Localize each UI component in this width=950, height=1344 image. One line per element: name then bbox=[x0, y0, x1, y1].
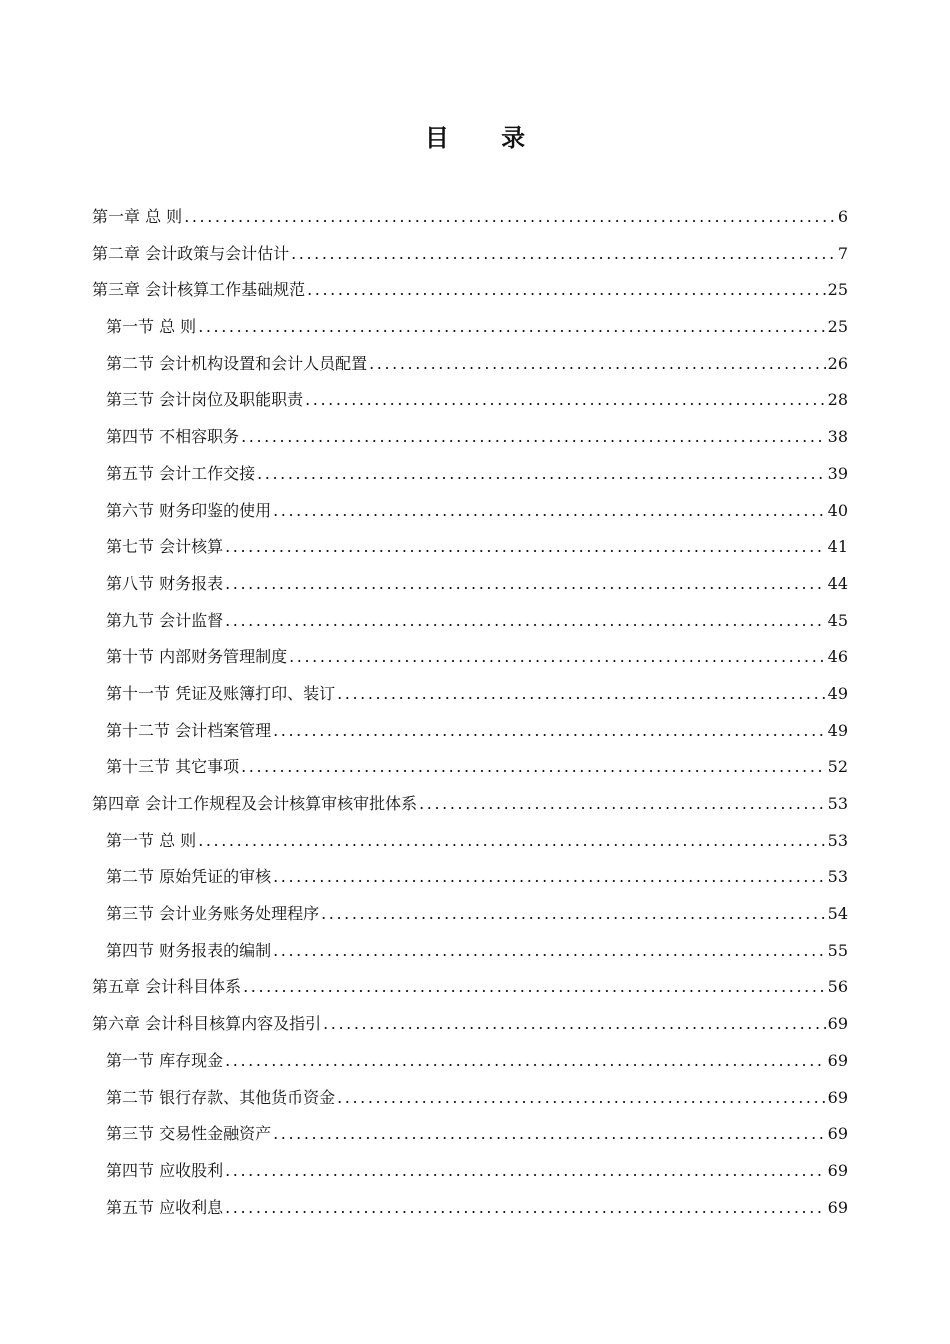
toc-entry-label: 第二节 原始凭证的审核 bbox=[106, 867, 272, 887]
toc-dot-leader bbox=[257, 456, 826, 493]
toc-entry-section[interactable] bbox=[92, 603, 848, 640]
toc-entry-label: 第三节 交易性金融资产 bbox=[106, 1124, 272, 1144]
toc-entry-label: 第九节 会计监督 bbox=[106, 610, 224, 630]
toc-entry-section[interactable] bbox=[92, 1190, 848, 1227]
toc-entry-section[interactable] bbox=[92, 676, 848, 713]
toc-entry-section[interactable] bbox=[92, 382, 848, 419]
toc-dot-leader bbox=[305, 382, 826, 419]
toc-entry-chapter[interactable] bbox=[92, 969, 848, 1006]
toc-dot-leader bbox=[273, 493, 826, 530]
toc-dot-leader bbox=[225, 1153, 826, 1190]
toc-dot-leader bbox=[225, 566, 826, 603]
toc-entry-chapter[interactable] bbox=[92, 1006, 848, 1043]
toc-entry-label: 第七节 会计核算 bbox=[106, 537, 224, 557]
toc-entry-page-number: 49 bbox=[827, 720, 848, 740]
toc-entry-section[interactable] bbox=[92, 713, 848, 750]
toc-entry-page-number: 44 bbox=[827, 573, 848, 593]
toc-entry-section[interactable] bbox=[92, 346, 848, 383]
toc-entry-section[interactable] bbox=[92, 749, 848, 786]
table-of-contents bbox=[92, 199, 848, 1226]
toc-entry-page-number: 6 bbox=[837, 207, 848, 226]
toc-dot-leader bbox=[323, 1006, 826, 1043]
toc-entry-page-number: 53 bbox=[827, 794, 848, 813]
toc-entry-page-number: 45 bbox=[827, 610, 848, 630]
toc-entry-section[interactable] bbox=[92, 1080, 848, 1117]
toc-dot-leader bbox=[225, 1190, 826, 1227]
toc-entry-section[interactable] bbox=[92, 639, 848, 676]
toc-entry-label: 第一节 库存现金 bbox=[106, 1050, 224, 1070]
toc-entry-label: 第二章 会计政策与会计估计 bbox=[92, 243, 290, 263]
toc-dot-leader bbox=[243, 969, 826, 1006]
toc-entry-chapter[interactable] bbox=[92, 786, 848, 823]
toc-dot-leader bbox=[241, 419, 826, 456]
toc-entry-page-number: 39 bbox=[827, 463, 848, 483]
toc-entry-section[interactable] bbox=[92, 529, 848, 566]
toc-dot-leader bbox=[225, 1043, 826, 1080]
toc-entry-section[interactable] bbox=[92, 456, 848, 493]
toc-entry-label: 第四节 应收股利 bbox=[106, 1160, 224, 1180]
toc-dot-leader bbox=[273, 713, 826, 750]
toc-entry-page-number: 26 bbox=[827, 353, 848, 373]
toc-entry-page-number: 55 bbox=[827, 940, 848, 960]
toc-entry-label: 第二节 会计机构设置和会计人员配置 bbox=[106, 353, 368, 373]
toc-entry-page-number: 46 bbox=[827, 647, 848, 667]
toc-entry-label: 第十节 内部财务管理制度 bbox=[106, 647, 288, 667]
toc-entry-chapter[interactable] bbox=[92, 236, 848, 273]
toc-entry-label: 第十二节 会计档案管理 bbox=[106, 720, 272, 740]
toc-entry-section[interactable] bbox=[92, 896, 848, 933]
toc-dot-leader bbox=[241, 749, 826, 786]
toc-entry-page-number: 69 bbox=[827, 1014, 848, 1034]
toc-dot-leader bbox=[307, 272, 826, 309]
toc-entry-section[interactable] bbox=[92, 493, 848, 530]
toc-dot-leader bbox=[273, 1116, 826, 1153]
toc-entry-page-number: 49 bbox=[827, 683, 848, 703]
toc-dot-leader bbox=[198, 823, 825, 860]
toc-entry-label: 第四节 财务报表的编制 bbox=[106, 940, 272, 960]
toc-entry-label: 第五节 会计工作交接 bbox=[106, 463, 256, 483]
toc-entry-label: 第三章 会计核算工作基础规范 bbox=[92, 280, 306, 300]
toc-entry-page-number: 40 bbox=[827, 500, 848, 520]
toc-entry-label: 第二节 银行存款、其他货币资金 bbox=[106, 1087, 336, 1107]
toc-dot-leader bbox=[273, 859, 826, 896]
toc-entry-page-number: 69 bbox=[827, 1087, 848, 1107]
toc-entry-label: 第六章 会计科目核算内容及指引 bbox=[92, 1014, 322, 1034]
toc-dot-leader bbox=[337, 676, 826, 713]
toc-dot-leader bbox=[289, 639, 826, 676]
toc-entry-label: 第一节 总 则 bbox=[106, 830, 197, 850]
toc-entry-page-number: 69 bbox=[827, 1124, 848, 1144]
toc-entry-label: 第六节 财务印鉴的使用 bbox=[106, 500, 272, 520]
toc-entry-page-number: 41 bbox=[827, 537, 848, 557]
page-title: 目 录 bbox=[424, 123, 548, 152]
toc-entry-label: 第八节 财务报表 bbox=[106, 573, 224, 593]
toc-dot-leader bbox=[419, 786, 826, 823]
toc-entry-chapter[interactable] bbox=[92, 272, 848, 309]
toc-entry-label: 第三节 会计业务账务处理程序 bbox=[106, 904, 320, 924]
toc-entry-label: 第一节 总 则 bbox=[106, 317, 197, 337]
toc-entry-page-number: 69 bbox=[827, 1050, 848, 1070]
toc-entry-page-number: 52 bbox=[827, 757, 848, 777]
toc-dot-leader bbox=[337, 1080, 826, 1117]
toc-entry-label: 第四章 会计工作规程及会计核算审核审批体系 bbox=[92, 794, 418, 813]
toc-entry-page-number: 25 bbox=[827, 280, 848, 300]
toc-dot-leader bbox=[369, 346, 826, 383]
toc-entry-label: 第五节 应收利息 bbox=[106, 1197, 224, 1217]
toc-dot-leader bbox=[273, 933, 826, 970]
toc-dot-leader bbox=[291, 236, 836, 273]
toc-entry-page-number: 53 bbox=[827, 830, 848, 850]
toc-entry-label: 第一章 总 则 bbox=[92, 207, 183, 226]
toc-entry-section[interactable] bbox=[92, 1116, 848, 1153]
toc-dot-leader bbox=[198, 309, 825, 346]
toc-dot-leader bbox=[321, 896, 826, 933]
toc-entry-label: 第四节 不相容职务 bbox=[106, 427, 240, 447]
toc-entry-label: 第十三节 其它事项 bbox=[106, 757, 240, 777]
toc-entry-section[interactable] bbox=[92, 859, 848, 896]
toc-dot-leader bbox=[225, 603, 826, 640]
toc-entry-label: 第三节 会计岗位及职能职责 bbox=[106, 390, 304, 410]
toc-entry-page-number: 28 bbox=[827, 390, 848, 410]
toc-entry-page-number: 25 bbox=[827, 317, 848, 337]
toc-entry-page-number: 53 bbox=[827, 867, 848, 887]
toc-entry-label: 第十一节 凭证及账簿打印、装订 bbox=[106, 683, 336, 703]
toc-entry-page-number: 38 bbox=[827, 427, 848, 447]
toc-entry-page-number: 7 bbox=[837, 243, 848, 263]
toc-entry-chapter[interactable] bbox=[92, 199, 848, 236]
toc-dot-leader bbox=[184, 199, 836, 236]
toc-entry-section[interactable] bbox=[92, 309, 848, 346]
toc-entry-section[interactable] bbox=[92, 823, 848, 860]
toc-entry-page-number: 69 bbox=[827, 1197, 848, 1217]
toc-entry-section[interactable] bbox=[92, 1043, 848, 1080]
toc-entry-section[interactable] bbox=[92, 933, 848, 970]
toc-entry-page-number: 56 bbox=[827, 977, 848, 997]
toc-entry-section[interactable] bbox=[92, 1153, 848, 1190]
toc-entry-page-number: 54 bbox=[827, 904, 848, 924]
toc-entry-page-number: 69 bbox=[827, 1160, 848, 1180]
toc-dot-leader bbox=[225, 529, 826, 566]
toc-entry-label: 第五章 会计科目体系 bbox=[92, 977, 242, 997]
toc-entry-section[interactable] bbox=[92, 419, 848, 456]
toc-entry-section[interactable] bbox=[92, 566, 848, 603]
